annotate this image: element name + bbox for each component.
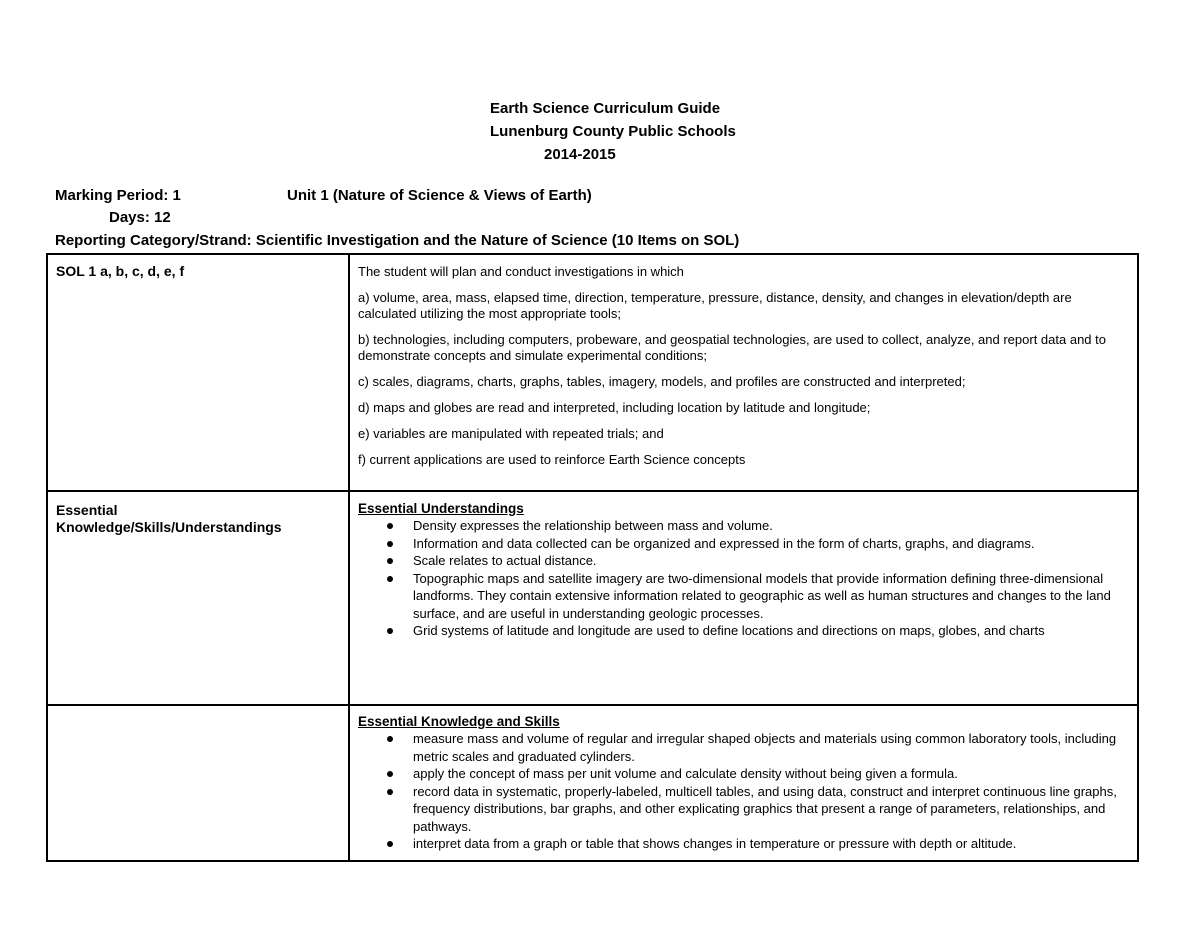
skills-list — [350, 730, 1137, 853]
sol-row — [47, 254, 1138, 491]
understandings-heading: Essential Understandings — [358, 501, 524, 516]
understandings-row — [47, 491, 1138, 705]
skills-heading: Essential Knowledge and Skills — [358, 714, 560, 729]
sol-intro: The student will plan and conduct investigations in which — [358, 264, 684, 279]
marking-period: Marking Period: 1 — [55, 187, 181, 204]
reporting-category: Reporting Category/Strand: Scientific Investigation and the Nature of Science (10 Items on SOL) — [55, 232, 740, 249]
sol-item: a) volume, area, mass, elapsed time, direction, temperature, pressure, distance, density, and changes in elevation/depth are calculated utilizing the most appropriate tools; — [358, 290, 1072, 321]
sol-item: b) technologies, including computers, probeware, and geospatial technologies, are used to collect, analyze, and report data and to demonstrate concepts and simulate experimental conditions; — [358, 332, 1106, 363]
school-year: 2014-2015 — [544, 146, 616, 163]
list-item: Topographic maps and satellite imagery are two-dimensional models that provide information defining three-dimensional landforms. They contain extensive information related to geographic as well as human structures and changes to the land surface, and are useful in understanding geologic processes. — [413, 570, 1125, 623]
list-item: Grid systems of latitude and longitude are used to define locations and directions on maps, globes, and charts — [413, 622, 1125, 640]
list-item: apply the concept of mass per unit volume and calculate density without being given a formula. — [413, 765, 1125, 783]
sol-item: c) scales, diagrams, charts, graphs, tables, imagery, models, and profiles are constructed and interpreted; — [358, 374, 966, 389]
skills-cell — [349, 705, 1138, 861]
days-count: Days: 12 — [109, 209, 171, 226]
sol-content-cell — [349, 254, 1138, 491]
skills-label-cell — [47, 705, 349, 861]
sol-label-cell — [47, 254, 349, 491]
list-item: interpret data from a graph or table that shows changes in temperature or pressure with depth or altitude. — [413, 835, 1125, 853]
list-item: measure mass and volume of regular and irregular shaped objects and materials using common laboratory tools, including metric scales and graduated cylinders. — [413, 730, 1125, 765]
school-division: Lunenburg County Public Schools — [490, 123, 736, 140]
essential-label-cell — [47, 491, 349, 705]
document-title: Earth Science Curriculum Guide — [490, 100, 721, 117]
essential-label: Essential Knowledge/Skills/Understandings — [56, 502, 282, 535]
list-item: record data in systematic, properly-labeled, multicell tables, and using data, construct and interpret continuous line graphs, frequency distributions, bar graphs, and other explicating graphics that present a range of parameters, relationships, and pathways. — [413, 783, 1125, 836]
understandings-list — [350, 517, 1137, 640]
sol-item: e) variables are manipulated with repeated trials; and — [358, 426, 664, 441]
skills-row — [47, 705, 1138, 861]
list-item: Scale relates to actual distance. — [413, 552, 1125, 570]
curriculum-table — [46, 253, 1139, 862]
sol-item: f) current applications are used to reinforce Earth Science concepts — [358, 452, 746, 467]
sol-label: SOL 1 a, b, c, d, e, f — [56, 263, 185, 279]
list-item: Density expresses the relationship between mass and volume. — [413, 517, 1125, 535]
sol-item: d) maps and globes are read and interpreted, including location by latitude and longitude; — [358, 400, 871, 415]
understandings-cell — [349, 491, 1138, 705]
list-item: Information and data collected can be organized and expressed in the form of charts, graphs, and diagrams. — [413, 535, 1125, 553]
unit-title: Unit 1 (Nature of Science & Views of Earth) — [287, 187, 592, 204]
